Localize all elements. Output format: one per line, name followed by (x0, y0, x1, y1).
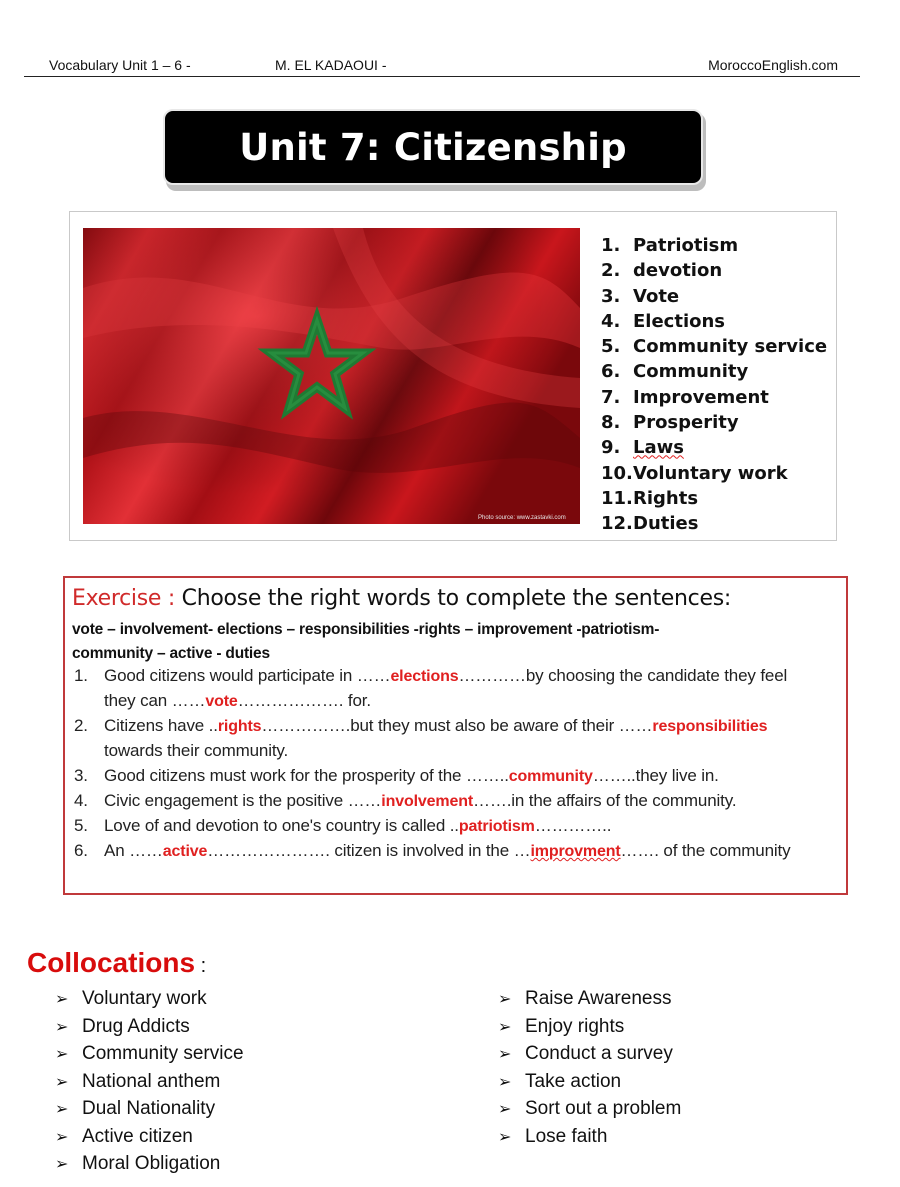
arrow-bullet-icon: ➢ (498, 1073, 512, 1091)
list-item: 12.Duties (601, 513, 699, 535)
answer-patriotism: patriotism (458, 818, 535, 835)
list-item: ➢ Lose faith (498, 1124, 681, 1152)
vocabulary-list (601, 233, 827, 537)
list-item: 2. devotion (601, 260, 723, 282)
sentence-3: 3. Good citizens must work for the prosperity of the ……..community……..they live in. (74, 766, 719, 785)
list-item: ➢ Drug Addicts (55, 1014, 244, 1042)
header-left-text: Vocabulary Unit 1 – 6 - (49, 57, 191, 73)
word-bank (72, 618, 832, 666)
arrow-bullet-icon: ➢ (498, 1046, 512, 1063)
list-item: 11.Rights (601, 487, 699, 509)
list-item: 1. Patriotism (601, 235, 739, 256)
answer-active: active (162, 843, 208, 860)
list-item: ➢ Moral Obligation (55, 1151, 244, 1179)
sentence-1-continued: they can ……vote………………. for. (104, 691, 371, 710)
list-item: ➢ Active citizen (55, 1124, 244, 1152)
collocations-heading: Collocations : (27, 947, 207, 978)
list-item: ➢ Voluntary work (55, 986, 244, 1014)
list-item: 9. Laws (601, 437, 684, 459)
answer-rights: rights (217, 718, 262, 735)
answer-vote: vote (205, 693, 238, 710)
list-item: ➢ Enjoy rights (498, 1014, 681, 1042)
sentence-1: 1. Good citizens would participate in ……elections…………by choosing the candidate they feel (74, 666, 788, 685)
header-divider (24, 76, 860, 77)
list-item: 6. Community (601, 361, 749, 383)
title-banner (163, 109, 703, 185)
arrow-bullet-icon: ➢ (55, 991, 69, 1008)
exercise-instruction: Choose the right words to complete the sentences: (181, 586, 731, 611)
header-author: M. EL KADAOUI - (275, 57, 387, 73)
word-bank-line-1: vote – involvement- elections – responsibilities -rights – improvement -patriotism- (72, 621, 660, 638)
page-title: Unit 7: Citizenship (239, 125, 627, 169)
answer-responsibilities: responsibilities (652, 718, 768, 735)
list-item: 8. Prosperity (601, 412, 739, 434)
arrow-bullet-icon: ➢ (55, 1101, 69, 1118)
list-item: ➢ Take action (498, 1069, 681, 1097)
list-item: ➢ Conduct a survey (498, 1041, 681, 1069)
answer-improvment: improvment (530, 843, 621, 860)
list-item: 4. Elections (601, 310, 726, 332)
sentence-2-continued: towards their community. (104, 741, 289, 760)
morocco-flag-image (83, 228, 580, 524)
sentence-4: 4. Civic engagement is the positive ……involvement…….in the affairs of the community. (74, 791, 737, 810)
arrow-bullet-icon: ➢ (55, 1073, 69, 1091)
list-item: 5. Community service (601, 336, 828, 358)
arrow-bullet-icon: ➢ (498, 1101, 512, 1118)
list-item: 7. Improvement (601, 386, 769, 408)
arrow-bullet-icon: ➢ (55, 1046, 69, 1063)
list-item: 10.Voluntary work (601, 462, 788, 484)
answer-elections: elections (390, 668, 459, 685)
list-item: 3. Vote (601, 285, 680, 307)
collocations-list-left (55, 986, 244, 1179)
sentence-2: 2. Citizens have ..rights…………….but they must also be aware of their ……responsibilities (74, 716, 768, 735)
answer-involvement: involvement (381, 793, 473, 810)
sentence-5: 5. Love of and devotion to one's country is called ..patriotism………….. (74, 816, 612, 835)
arrow-bullet-icon: ➢ (498, 1018, 512, 1036)
arrow-bullet-icon: ➢ (55, 1018, 69, 1036)
sentence-6: 6. An ……active…………………. citizen is involved in the …improvment……. of the community (74, 841, 791, 860)
exercise-heading (72, 586, 731, 611)
list-item: ➢ National anthem (55, 1069, 244, 1097)
word-bank-line-2: community – active - duties (72, 645, 270, 662)
list-item: ➢ Raise Awareness (498, 986, 681, 1014)
list-item: ➢ Community service (55, 1041, 244, 1069)
arrow-bullet-icon: ➢ (55, 1128, 69, 1146)
arrow-bullet-icon: ➢ (55, 1156, 69, 1173)
collocations-list-right (498, 986, 681, 1151)
exercise-label: Exercise : (72, 586, 182, 611)
answer-community: community (508, 768, 593, 785)
arrow-bullet-icon: ➢ (498, 1128, 512, 1146)
list-item: ➢ Dual Nationality (55, 1096, 244, 1124)
header-site: MoroccoEnglish.com (708, 57, 838, 73)
list-item: ➢ Sort out a problem (498, 1096, 681, 1124)
flag-photo-caption: Photo source: www.zastavki.com (478, 515, 566, 521)
arrow-bullet-icon: ➢ (498, 991, 512, 1008)
